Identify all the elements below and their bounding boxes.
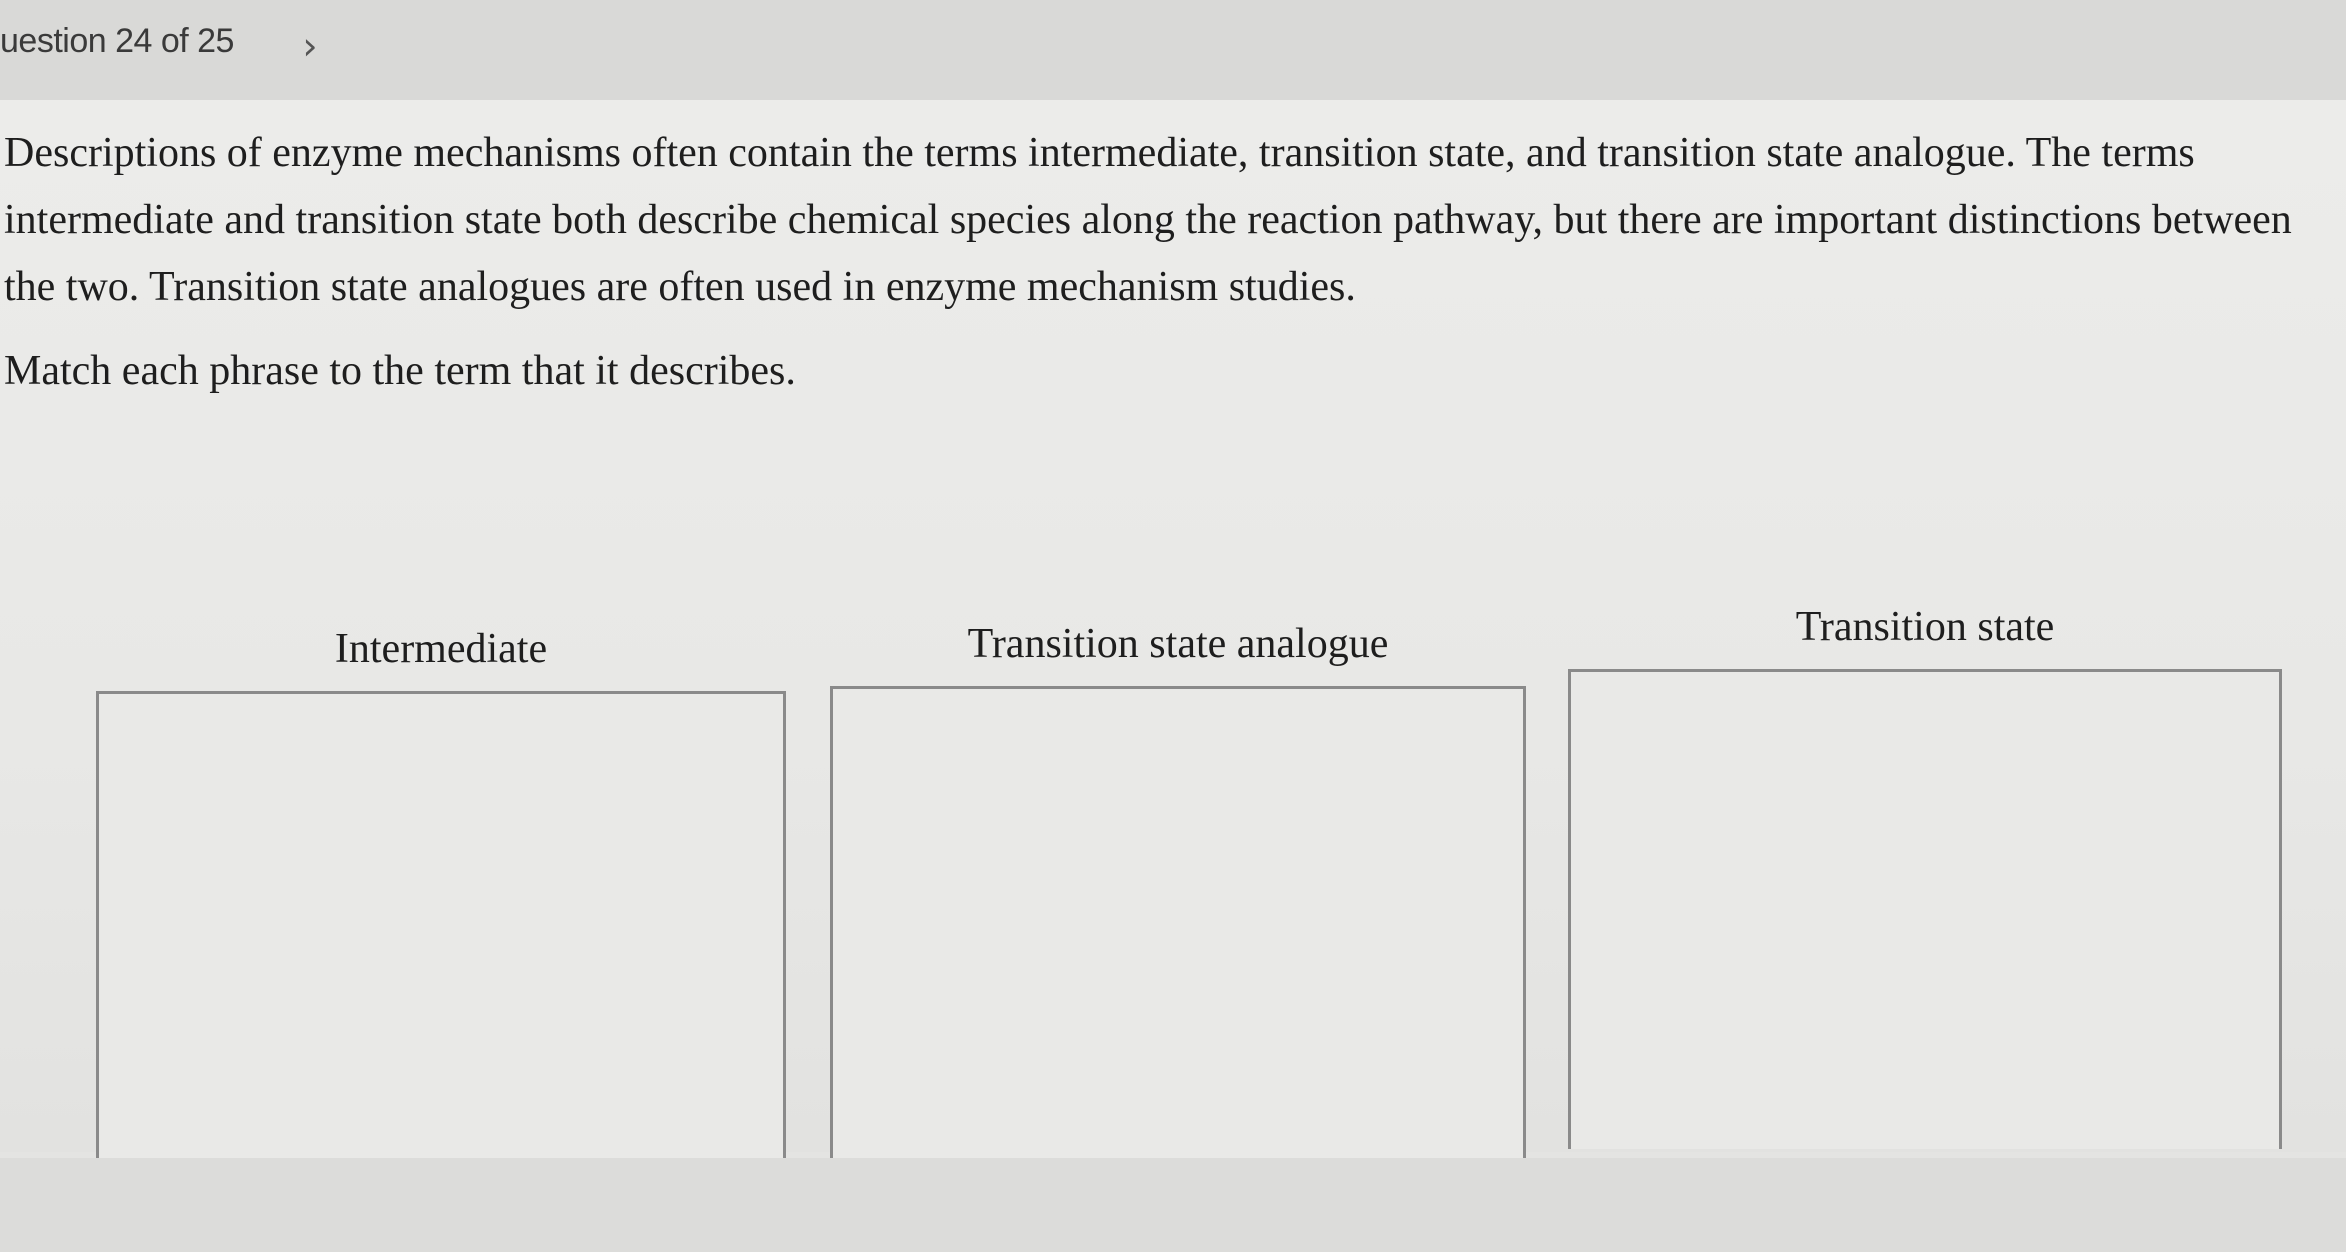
bottom-area: [0, 1158, 2346, 1252]
question-header: [0, 0, 2346, 100]
drop-zone-intermediate[interactable]: [96, 691, 786, 1171]
category-intermediate: [96, 625, 786, 1171]
category-title: Transition state analogue: [967, 621, 1389, 667]
category-transition-state-analogue: [830, 620, 1526, 1166]
drop-zone-transition-state-analogue[interactable]: [830, 686, 1526, 1166]
question-counter: uestion 24 of 25: [0, 22, 234, 60]
category-transition-state: [1568, 603, 2282, 1149]
question-prompt: Descriptions of enzyme mechanisms often contain the terms intermediate, transition state, and transition state analogue. The terms intermediate and transition state both describe chemical species along the reaction pathway, but there are important distinctions between the two. Transition state analogues are often used in enzyme mechanism studies.: [4, 130, 2292, 310]
chevron-right-icon: ›: [302, 24, 318, 68]
next-question-button[interactable]: [290, 18, 330, 74]
category-title: Transition state: [1795, 604, 2055, 650]
drop-zone-transition-state[interactable]: [1568, 669, 2282, 1149]
category-title: Intermediate: [334, 626, 548, 672]
question-instruction: Match each phrase to the term that it describes.: [4, 348, 796, 394]
